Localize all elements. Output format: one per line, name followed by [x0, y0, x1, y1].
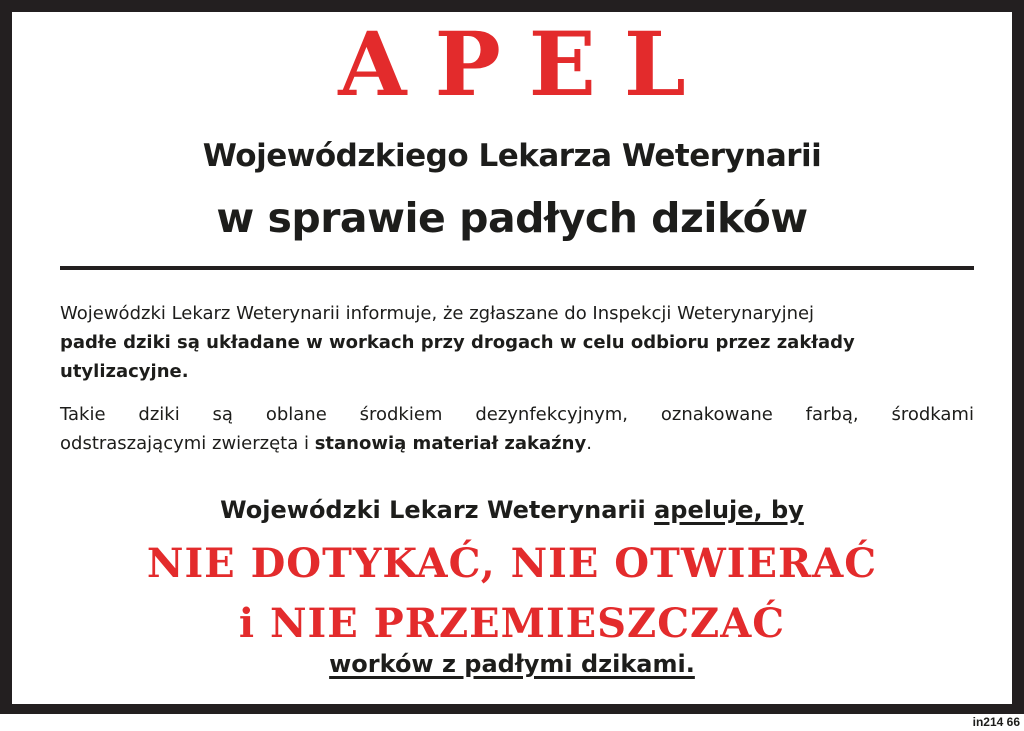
- info-paragraph-1-line2: padłe dziki są układane w workach przy drogach w celu odbioru przez zakłady: [60, 332, 855, 353]
- divider-rule: [60, 266, 974, 270]
- info-paragraph-2-line2-end: .: [586, 433, 592, 454]
- notice-title: APEL: [338, 12, 714, 116]
- info-paragraph-2-word: środkiem: [359, 404, 443, 425]
- info-paragraph-2-word: są: [212, 404, 233, 425]
- closing-line: [0, 646, 1024, 682]
- appeal-lead-text: Wojewódzki Lekarz Weterynarii: [220, 496, 655, 524]
- info-paragraph-2-word: farbą,: [805, 404, 859, 425]
- warning-line-2: i NIE PRZEMIESZCZAĆ: [238, 600, 786, 647]
- info-paragraph-2: [60, 400, 974, 458]
- closing-text: worków z padłymi dzikami.: [329, 650, 695, 678]
- info-paragraph-1-line1: Wojewódzki Lekarz Weterynarii informuje, że zgłaszane do Inspekcji Weterynaryjnej: [60, 303, 815, 324]
- warning-line-1: NIE DOTYKAĆ, NIE OTWIERAĆ: [146, 540, 878, 587]
- notice-subtitle-line2: w sprawie padłych dzików: [216, 194, 808, 242]
- notice-subtitle-line1: Wojewódzkiego Lekarza Weterynarii: [202, 138, 822, 174]
- info-paragraph-2-word: dziki: [138, 404, 180, 425]
- appeal-lead: [0, 492, 1024, 528]
- info-paragraph-2-line2-start: odstraszającymi zwierzęta i: [60, 433, 315, 454]
- ad-code: in214 66: [972, 715, 1020, 729]
- info-paragraph-2-word: oblane: [265, 404, 327, 425]
- info-paragraph-2-word: Takie: [60, 404, 106, 425]
- info-paragraph-2-word: dezynfekcyjnym,: [475, 404, 629, 425]
- info-paragraph-1: [60, 299, 974, 386]
- info-paragraph-2-word: oznakowane: [660, 404, 773, 425]
- info-paragraph-2-word: środkami: [891, 404, 974, 425]
- appeal-lead-underlined: apeluje, by: [654, 496, 804, 524]
- info-paragraph-2-line2-bold: stanowią materiał zakaźny: [314, 433, 587, 454]
- info-paragraph-2-line1: [60, 400, 974, 429]
- info-paragraph-1-line3: utylizacyjne.: [60, 361, 189, 382]
